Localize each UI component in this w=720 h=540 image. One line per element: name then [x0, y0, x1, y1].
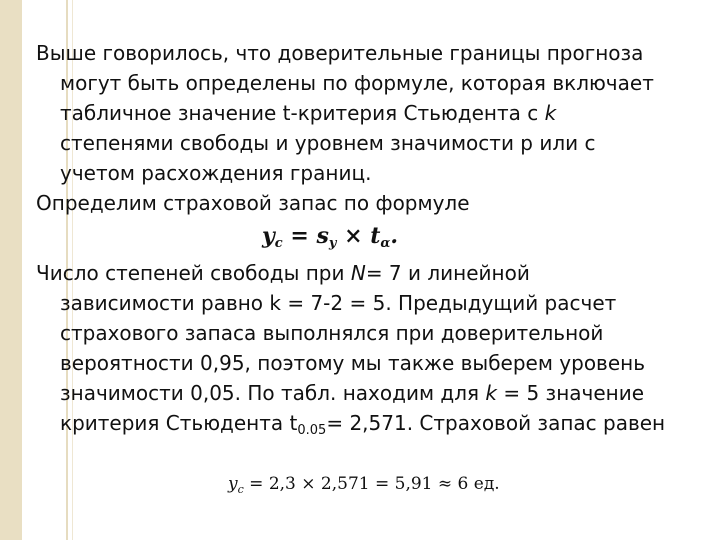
formula-operator: ×: [336, 223, 371, 249]
text-segment: = 7 и линейной: [365, 261, 530, 285]
formula-subscript: α: [380, 236, 391, 251]
text-line: [36, 258, 696, 288]
formula-safety-stock-result: [228, 474, 500, 496]
text-segment: табличное значение t-критерия Стьюдента с: [60, 101, 545, 125]
formula-safety-stock: [36, 216, 696, 256]
text-segment: = 5 значение: [497, 381, 645, 405]
paragraph-confidence-bounds: [36, 38, 696, 188]
formula-end: .: [390, 223, 399, 249]
formula-symbol: t: [370, 223, 381, 249]
text-line: учетом расхождения границ.: [60, 161, 372, 185]
formula-operator: =: [282, 223, 317, 249]
text-line: [36, 408, 696, 446]
variable-k: k: [544, 101, 557, 125]
paragraph-degrees-of-freedom: [36, 258, 696, 446]
text-segment: значимости 0,05. По табл. находим для: [60, 381, 486, 405]
text-line: вероятности 0,95, поэтому мы также выберем уровень: [60, 351, 646, 375]
text-line: [36, 98, 696, 128]
text-line: Определим страховой запас по формуле: [36, 191, 470, 215]
text-line: степенями свободы и уровнем значимости р или с: [60, 131, 596, 155]
formula-symbol: y: [262, 223, 275, 249]
formula-symbol: s: [316, 223, 329, 249]
text-line: зависимости равно k = 7-2 = 5. Предыдущий расчет: [60, 291, 617, 315]
decorative-side-stripe: [0, 0, 22, 540]
formula-subscript: c: [237, 483, 244, 496]
text-segment: = 2,571. Страховой запас равен: [326, 411, 666, 435]
variable-k: k: [485, 381, 497, 405]
text-line: Выше говорилось, что доверительные границы прогноза: [36, 41, 644, 65]
formula-symbol: y: [228, 474, 238, 494]
paragraph-safety-stock-intro: [36, 188, 696, 218]
formula-expression: = 2,3 × 2,571 = 5,91 ≈ 6 ед.: [243, 474, 500, 494]
formula-subscript: c: [274, 236, 283, 251]
variable-n: N: [350, 261, 366, 285]
slide-body: [36, 38, 696, 446]
text-line: страхового запаса выполнялся при доверительной: [60, 321, 604, 345]
formula-subscript: y: [328, 236, 337, 251]
text-segment: Число степеней свободы при: [36, 261, 351, 285]
text-segment: критерия Стьюдента t: [60, 411, 298, 435]
subscript: 0.05: [297, 423, 327, 438]
text-line: [36, 378, 696, 408]
text-line: могут быть определены по формуле, которая включает: [60, 71, 654, 95]
